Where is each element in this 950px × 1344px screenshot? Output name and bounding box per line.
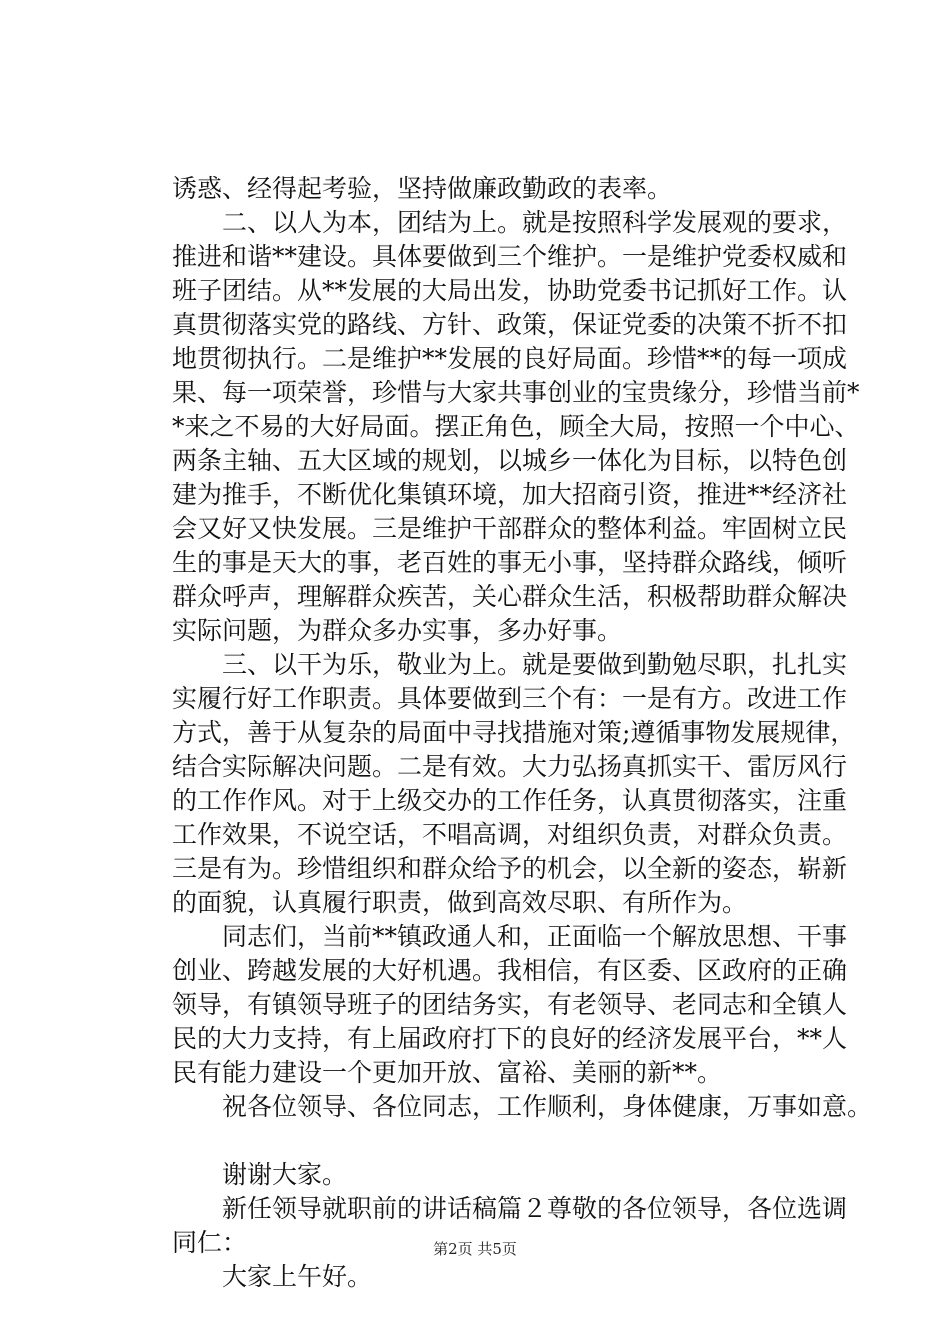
text-line: 班子团结。从**发展的大局出发，协助党委书记抓好工作。认 — [172, 276, 848, 305]
text-line: 民有能力建设一个更加开放、富裕、美丽的新**。 — [172, 1058, 723, 1087]
text-line: 生的事是天大的事，老百姓的事无小事，坚持群众路线，倾听 — [172, 548, 848, 577]
text-line: 民的大力支持，有上届政府打下的良好的经济发展平台，**人 — [172, 1024, 848, 1053]
text-line: 会又好又快发展。三是维护干部群众的整体利益。牢固树立民 — [172, 514, 848, 543]
text-line: 方式，善于从复杂的局面中寻找措施对策;遵循事物发展规律， — [172, 718, 856, 747]
text-line: 大家上午好。 — [172, 1262, 373, 1291]
text-line: 的面貌，认真履行职责，做到高效尽职、有所作为。 — [172, 888, 748, 917]
text-line: 地贯彻执行。二是维护**发展的良好局面。珍惜**的每一项成 — [172, 344, 848, 373]
text-line: 创业、跨越发展的大好机遇。我相信，有区委、区政府的正确 — [172, 956, 848, 985]
text-line: 群众呼声，理解群众疾苦，关心群众生活，积极帮助群众解决 — [172, 582, 848, 611]
text-line: 果、每一项荣誉，珍惜与大家共事创业的宝贵缘分，珍惜当前* — [172, 378, 860, 407]
text-line: 二、以人为本，团结为上。就是按照科学发展观的要求， — [172, 208, 848, 237]
text-line: 同志们，当前**镇政通人和，正面临一个解放思想、干事 — [172, 922, 848, 951]
text-line: 同仁： — [172, 1228, 248, 1257]
text-line: 建为推手，不断优化集镇环境，加大招商引资，推进**经济社 — [172, 480, 848, 509]
document-body — [172, 172, 873, 1294]
text-line: 的工作作风。对于上级交办的工作任务，认真贯彻落实，注重 — [172, 786, 848, 815]
text-line: 祝各位领导、各位同志，工作顺利，身体健康，万事如意。 — [172, 1092, 873, 1121]
text-line: 真贯彻落实党的路线、方针、政策，保证党委的决策不折不扣 — [172, 310, 848, 339]
text-line: 两条主轴、五大区域的规划，以城乡一体化为目标，以特色创 — [172, 446, 848, 475]
text-line: 实际问题，为群众多办实事，多办好事。 — [172, 616, 623, 645]
text-line: 谢谢大家。 — [172, 1160, 348, 1189]
text-line: 领导，有镇领导班子的团结务实，有老领导、老同志和全镇人 — [172, 990, 848, 1019]
text-line: 工作效果，不说空话，不唱高调，对组织负责，对群众负责。 — [172, 820, 848, 849]
text-line: 新任领导就职前的讲话稿篇２尊敬的各位领导，各位选调 — [172, 1194, 848, 1223]
text-line: 推进和谐**建设。具体要做到三个维护。一是维护党委权威和 — [172, 242, 848, 271]
text-line: 实履行好工作职责。具体要做到三个有：一是有方。改进工作 — [172, 684, 848, 713]
text-line: 三是有为。珍惜组织和群众给予的机会，以全新的姿态，崭新 — [172, 854, 848, 883]
blank-line — [172, 1124, 852, 1158]
text-line: *来之不易的大好局面。摆正角色，顾全大局，按照一个中心、 — [172, 412, 860, 441]
text-line: 三、以干为乐，敬业为上。就是要做到勤勉尽职，扎扎实 — [172, 650, 848, 679]
text-line: 诱惑、经得起考验，坚持做廉政勤政的表率。 — [172, 174, 673, 203]
text-line: 结合实际解决问题。二是有效。大力弘扬真抓实干、雷厉风行 — [172, 752, 848, 781]
page-footer: 第2页 共5页 — [433, 1240, 517, 1258]
